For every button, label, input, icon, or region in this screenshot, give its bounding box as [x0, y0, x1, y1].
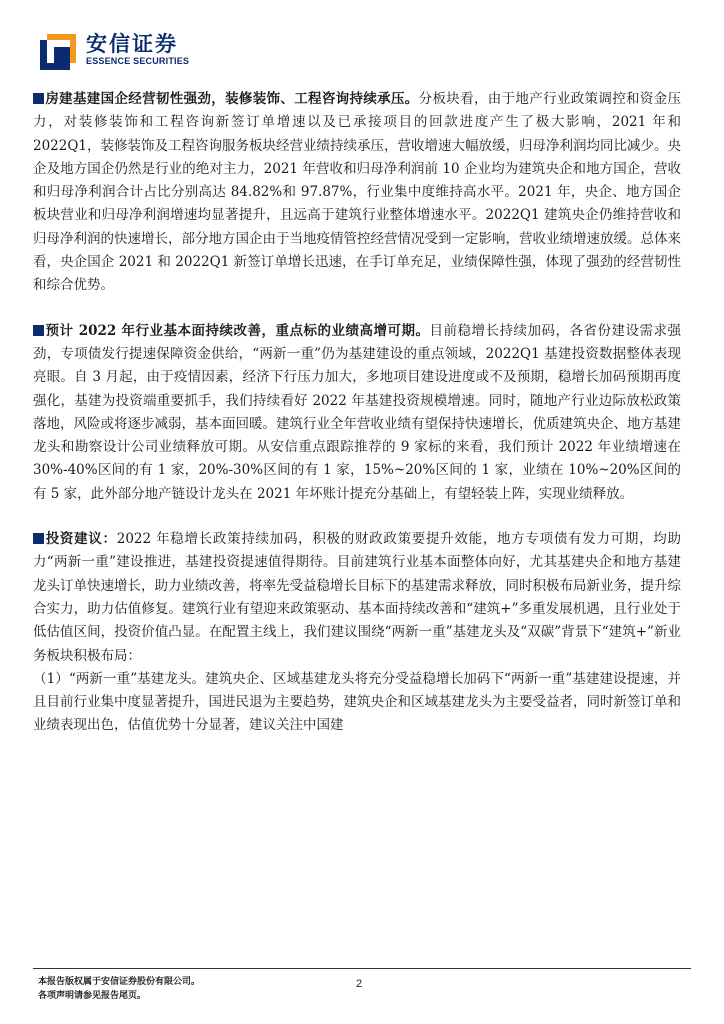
paragraph-investment-advice: [33, 528, 681, 668]
paragraph-text: 目前稳增长持续加码，各省份建设需求强劲，专项债发行提速保障资金供给，“两新一重”仍为基建建设的重点领域，2022Q1 基建投资数据整体表现亮眼。自 3 月起，由于疫情因素，经济下行压力加大，多地项目建设进度或不及预期，稳增长加码预期再度强化，基建为投资端重要抓手，我们持续看好 2022 年基建投资规模增速。同时，随地产行业边际放松政策落地，风险或将逐步减弱，基本面回暖。建筑行业全年营收业绩有望保持快速增长，优质建筑央企、地方基建龙头和勘察设计公司业绩释放可期。从安信重点跟踪推荐的 9 家标的来看，我们预计 2022 年业绩增速在 30%-40%区间的有 1 家，20%-30%区间的有 1 家，15%~20%区间的 1 家，业绩在 10%~20%区间的有 5 家，此外部分地产链设计龙头在 2021 年坏账计提充分基础上，有望轻装上阵，实现业绩释放。: [33, 322, 681, 502]
paragraph-outlook: [33, 320, 681, 506]
paragraph-text: 2022 年稳增长政策持续加码，积极的财政政策要提升效能，地方专项债有发力可期，均助力“两新一重”建设推进，基建投资提速值得期待。目前建筑行业基本面整体向好，尤其基建央企和地方基建龙头订单快速增长，助力业绩改善，将率先受益稳增长目标下的基建需求释放，同时积极布局新业务，提升综合实力，助力估值修复。建筑行业有望迎来政策驱动、基本面持续改善和“建筑+”多重发展机遇，且行业处于低估值区间，投资价值凸显。在配置主线上，我们建议围绕“两新一重”基建龙头及“双碳”背景下“建筑+”新业务板块积极布局：: [33, 531, 681, 664]
report-body: [33, 88, 681, 738]
company-name: [86, 32, 189, 67]
company-name-cn: 安信证券: [86, 32, 178, 56]
essence-logo-icon: [40, 34, 76, 70]
paragraph-text: 分板块看，由于地产行业政策调控和资金压力，对装修装饰和工程咨询新签订单增速以及已承接项目的回款进度产生了极大影响，2021 年和 2022Q1，装修装饰及工程咨询服务板块经营业绩持续承压，营收增速大幅放缓，归母净利润均同比减少。央企及地方国企仍然是行业的绝对主力，2021 年营收和归母净利润前 10 企业均为建筑央企和地方国企，营收和归母净利润合计占比分别高达 84.82%和 97.87%，行业集中度维持高水平。2021 年，央企、地方国企板块营业和归母净利润增速均显著提升，且远高于建筑行业整体增速水平。2022Q1 建筑央企仍维持营收和归母净利润的快速增长，部分地方国企由于当地疫情管控经营情况受到一定影响，营收业绩增速放缓。总体来看，央企国企 2021 和 2022Q1 新签订单增长迅速，在手订单充足，业绩保障性强，体现了强劲的经营韧性和综合优势。: [33, 91, 682, 294]
paragraph-heading: 投资建议：: [45, 531, 117, 548]
paragraph-performance: [33, 88, 681, 298]
paragraph-heading: 房建基建国企经营韧性强劲，装修装饰、工程咨询持续承压。: [45, 91, 419, 107]
footer-disclaimer: [38, 975, 200, 1003]
footer-notice: 各项声明请参见报告尾页。: [38, 991, 147, 1001]
footer-copyright: 本报告版权属于安信证券股份有限公司。: [38, 977, 201, 987]
bullet-square-icon: [33, 533, 44, 544]
paragraph-heading: 预计 2022 年行业基本面持续改善，重点标的业绩高增可期。: [45, 322, 430, 339]
page-number: 2: [356, 978, 363, 990]
paragraph-subpoint-1: （1）“两新一重”基建龙头。建筑央企、区域基建龙头将充分受益稳增长加码下“两新一重”基建建设提速，并且目前行业集中度显著提升，国进民退为主要趋势，建筑央企和区域基建龙头为主要受益者，同时新签订单和业绩表现出色，估值优势十分显著，建议关注中国建: [33, 670, 681, 734]
company-name-en: ESSENCE SECURITIES: [86, 56, 190, 66]
bullet-square-icon: [33, 325, 44, 336]
bullet-square-icon: [33, 93, 44, 104]
footer-divider: [33, 968, 691, 969]
